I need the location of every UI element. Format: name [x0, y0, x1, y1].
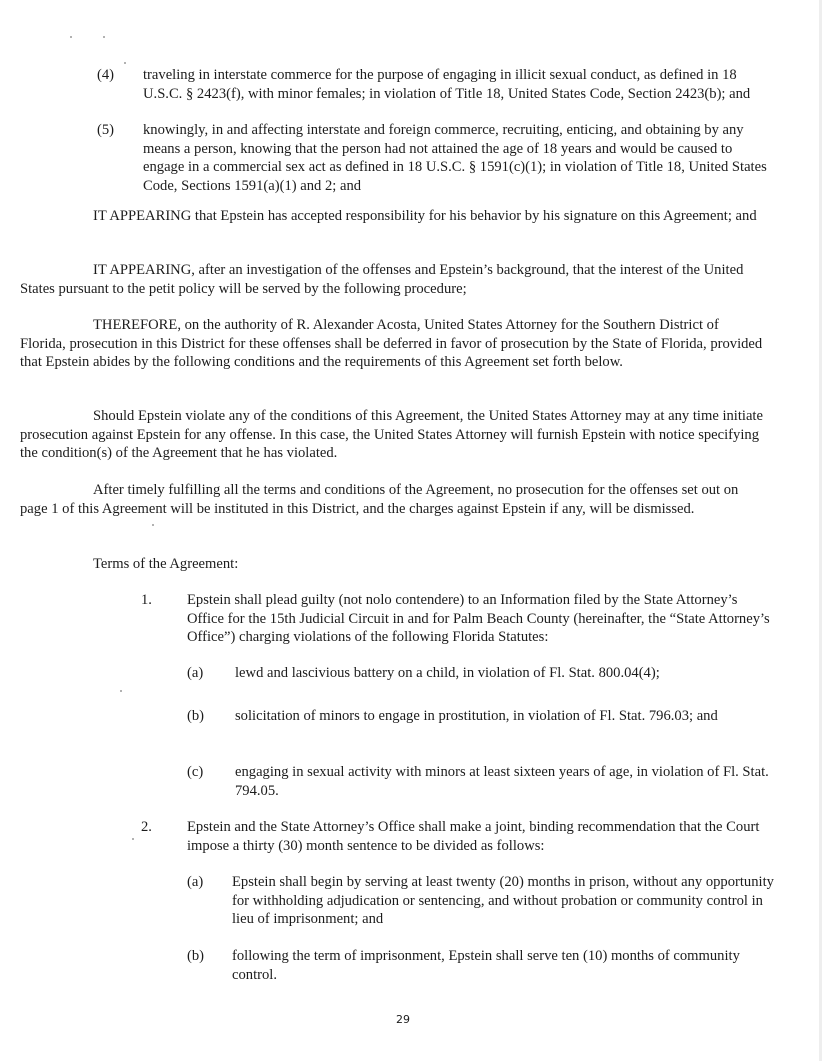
scan-speck	[103, 36, 105, 38]
scan-speck	[70, 36, 72, 38]
sub-item-text: following the term of imprisonment, Epstein shall serve ten (10) months of community control.	[232, 948, 740, 983]
list-item-text: traveling in interstate commerce for the purpose of engaging in illicit sexual conduct, as defined in 18 U.S.C. § 2423(f), with minor females; in violation of Title 18, United States Code, Section 2423(b); and	[143, 67, 751, 102]
sub-item-letter: (b)	[187, 708, 205, 724]
sub-item-letter: (c)	[187, 764, 204, 780]
paragraph: IT APPEARING that Epstein has accepted responsibility for his behavior by his signature on this Agreement; and	[93, 208, 757, 224]
term-number: 2.	[141, 819, 152, 835]
page-number: 29	[396, 1013, 410, 1026]
paragraph: THEREFORE, on the authority of R. Alexander Acosta, United States Attorney for the Southern District of Florida, prosecution in this District for these offenses shall be deferred in favor of prosecution by the State of Florida, provided that Epstein abides by the following conditions and the requirements of this Agreement set forth below.	[20, 317, 763, 370]
list-number: (5)	[97, 122, 115, 138]
sub-item-letter: (a)	[187, 874, 204, 890]
scan-speck	[120, 690, 122, 692]
term-text: Epstein and the State Attorney’s Office shall make a joint, binding recommendation that the Court impose a thirty (30) month sentence to be divided as follows:	[187, 819, 760, 854]
sub-item-text: lewd and lascivious battery on a child, in violation of Fl. Stat. 800.04(4);	[235, 665, 660, 681]
sub-item-text: solicitation of minors to engage in prostitution, in violation of Fl. Stat. 796.03; and	[235, 708, 718, 724]
sub-item-text: Epstein shall begin by serving at least twenty (20) months in prison, without any opportunity for withholding adjudication or sentencing, and without probation or community control in lieu of imprisonment; and	[232, 874, 774, 927]
scan-speck	[132, 838, 134, 840]
scan-speck	[124, 62, 126, 64]
term-text: Epstein shall plead guilty (not nolo contendere) to an Information filed by the State Attorney’s Office for the 15th Judicial Circuit in and for Palm Beach County (hereinafter, the “State Attorney’s Office”) charging violations of the following Florida Statutes:	[187, 592, 770, 645]
sub-item-letter: (a)	[187, 665, 204, 681]
paragraph: Should Epstein violate any of the conditions of this Agreement, the United States Attorney may at any time initiate prosecution against Epstein for any offense. In this case, the United States Attorney will furnish Epstein with notice specifying the condition(s) of the Agreement that he has violated.	[20, 408, 763, 461]
list-number: (4)	[97, 67, 115, 83]
sub-item-letter: (b)	[187, 948, 205, 964]
term-number: 1.	[141, 592, 152, 608]
paragraph: After timely fulfilling all the terms and conditions of the Agreement, no prosecution for the offenses set out on page 1 of this Agreement will be instituted in this District, and the charges against Epstein if any, will be dismissed.	[20, 482, 739, 517]
paragraph: IT APPEARING, after an investigation of the offenses and Epstein’s background, that the interest of the United States pursuant to the petit policy will be served by the following procedure;	[20, 262, 744, 297]
list-item-text: knowingly, in and affecting interstate and foreign commerce, recruiting, enticing, and obtaining by any means a person, knowing that the person had not attained the age of 18 years and would be caused to engage in a commercial sex act as defined in 18 U.S.C. § 1591(c)(1); in violation of Title 18, United States Code, Sections 1591(a)(1) and 2; and	[143, 122, 767, 194]
terms-heading: Terms of the Agreement:	[93, 556, 239, 572]
scan-speck	[152, 524, 154, 526]
sub-item-text: engaging in sexual activity with minors at least sixteen years of age, in violation of Fl. Stat. 794.05.	[235, 764, 769, 799]
